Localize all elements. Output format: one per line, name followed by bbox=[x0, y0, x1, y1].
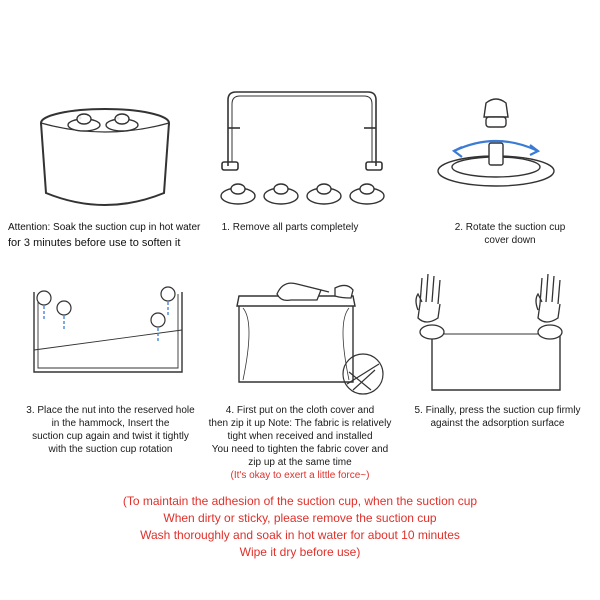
maintenance-note-line: (To maintain the adhesion of the suction cup, when the suction cup bbox=[122, 494, 478, 508]
step-4-line: zip up at the same time bbox=[248, 457, 352, 468]
step-2-line: cover down bbox=[484, 235, 536, 246]
step-3-line: 3. Place the nut into the reserved hole bbox=[26, 405, 195, 416]
maintenance-note bbox=[0, 493, 600, 561]
suction-cup-icon bbox=[214, 172, 394, 212]
step-4-line: then zip it up Note: The fabric is relatively bbox=[208, 418, 392, 429]
step-4-line: tight when received and installed bbox=[227, 431, 373, 442]
step-1-caption bbox=[205, 221, 375, 234]
rotate-arrow-icon bbox=[430, 95, 560, 205]
step-4-line: You need to tighten the fabric cover and bbox=[211, 444, 389, 455]
hand-icon bbox=[410, 272, 570, 397]
step-1-line: 1. Remove all parts completely bbox=[221, 222, 359, 233]
attention-text-line-2: for 3 minutes before use to soften it bbox=[8, 237, 181, 249]
step-4-line: 4. First put on the cloth cover and bbox=[225, 405, 375, 416]
hot-water-pot-icon bbox=[30, 95, 180, 220]
maintenance-note-line: When dirty or sticky, please remove the suction cup bbox=[163, 511, 437, 525]
suction-cup-install-icon bbox=[18, 280, 193, 380]
step-3-line: with the suction cup rotation bbox=[48, 444, 173, 455]
step-5-caption bbox=[405, 404, 590, 430]
step-3-line: in the hammock, Insert the bbox=[51, 418, 170, 429]
maintenance-note-line: Wipe it dry before use) bbox=[239, 545, 361, 559]
step-3-caption bbox=[18, 404, 203, 456]
step-4-caption bbox=[205, 404, 395, 482]
step-5-line: 5. Finally, press the suction cup firmly bbox=[414, 405, 581, 416]
maintenance-note-line: Wash thoroughly and soak in hot water for about 10 minutes bbox=[140, 528, 460, 542]
attention-text-line-1: Attention: Soak the suction cup in hot water bbox=[8, 222, 201, 233]
step-2-caption bbox=[440, 221, 580, 247]
cloth-cover-icon bbox=[225, 272, 400, 397]
step-3-line: suction cup again and twist it tightly bbox=[32, 431, 189, 442]
step-2-line: 2. Rotate the suction cup bbox=[454, 222, 566, 233]
step-4-note: (It's okay to exert a little force~) bbox=[230, 470, 370, 481]
step-5-line: against the adsorption surface bbox=[430, 418, 565, 429]
